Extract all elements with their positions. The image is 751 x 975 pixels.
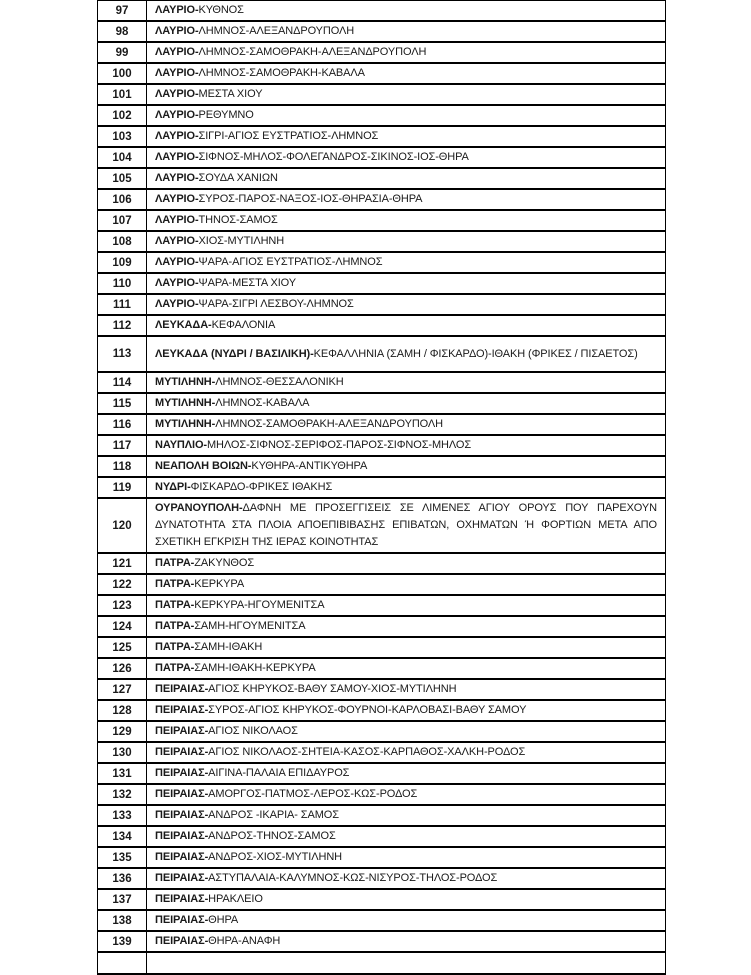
- route-number-cell: 107: [98, 210, 147, 231]
- route-cell: [147, 931, 666, 952]
- route-rest: ΣΟΥΔΑ ΧΑΝΙΩΝ: [198, 172, 278, 184]
- route-rest: ΘΗΡΑ-ΑΝΑΦΗ: [208, 935, 281, 948]
- route-rest: ΤΗΝΟΣ-ΣΑΜΟΣ: [198, 214, 278, 226]
- route-cell: [147, 595, 666, 616]
- table-row: [98, 105, 666, 126]
- route-number-cell: 110: [98, 273, 147, 294]
- route-cell: [147, 393, 666, 414]
- table-row: [98, 700, 666, 721]
- table-row: [98, 889, 666, 910]
- route-cell: [147, 294, 666, 315]
- route-origin: ΝΕΑΠΟΛΗ ΒΟΙΩΝ-: [155, 460, 252, 473]
- table-row: [98, 456, 666, 477]
- route-rest: ΛΗΜΝΟΣ-ΚΑΒΑΛΑ: [215, 397, 310, 410]
- route-rest: ΜΗΛΟΣ-ΣΙΦΝΟΣ-ΣΕΡΙΦΟΣ-ΠΑΡΟΣ-ΣΙΦΝΟΣ-ΜΗΛΟΣ: [206, 439, 472, 452]
- route-number-cell: 133: [98, 805, 147, 826]
- route-cell: [147, 868, 666, 889]
- route-rest: ΜΕΣΤΑ ΧΙΟΥ: [198, 88, 263, 100]
- table-row: [98, 910, 666, 931]
- route-origin: ΛΕΥΚΑΔΑ (ΝΥΔΡΙ / ΒΑΣΙΛΙΚΗ)-: [155, 347, 314, 360]
- route-rest: ΛΗΜΝΟΣ-ΣΑΜΟΘΡΑΚΗ-ΚΑΒΑΛΑ: [198, 67, 365, 79]
- route-cell: [147, 658, 666, 679]
- table-row: [98, 721, 666, 742]
- route-rest: ΨΑΡΑ-ΣΙΓΡΙ ΛΕΣΒΟΥ-ΛΗΜΝΟΣ: [198, 298, 354, 310]
- route-rest: ΨΑΡΑ-ΑΓΙΟΣ ΕΥΣΤΡΑΤΙΟΣ-ΛΗΜΝΟΣ: [198, 256, 383, 268]
- table-row: [98, 63, 666, 84]
- route-origin: ΠΕΙΡΑΙΑΣ-: [155, 683, 209, 696]
- route-origin: ΜΥΤΙΛΗΝΗ-: [155, 397, 216, 410]
- route-number-cell: 100: [98, 63, 147, 84]
- route-origin: ΠΑΤΡΑ-: [155, 557, 195, 570]
- route-rest: ΚΥΘΗΡΑ-ΑΝΤΙΚΥΘΗΡΑ: [251, 460, 368, 473]
- route-number-cell: 122: [98, 574, 147, 595]
- route-cell: [147, 414, 666, 435]
- route-origin: ΛΕΥΚΑΔΑ-: [155, 319, 212, 331]
- route-number-cell: 104: [98, 147, 147, 168]
- table-row: [98, 336, 666, 372]
- route-cell: [147, 315, 666, 336]
- cropped-number-cell: [98, 952, 147, 974]
- route-rest: ΣΑΜΗ-ΙΘΑΚΗ-ΚΕΡΚΥΡΑ: [194, 662, 316, 675]
- table-row: [98, 595, 666, 616]
- route-rest: ΚΥΘΝΟΣ: [198, 4, 244, 16]
- route-rest: ΑΓΙΟΣ ΚΗΡΥΚΟΣ-ΒΑΘΥ ΣΑΜΟΥ-ΧΙΟΣ-ΜΥΤΙΛΗΝΗ: [208, 683, 457, 696]
- route-rest: ΑΓΙΟΣ ΝΙΚΟΛΑΟΣ: [208, 725, 298, 738]
- route-cell: [147, 63, 666, 84]
- table-row: [98, 868, 666, 889]
- route-cell: [147, 679, 666, 700]
- table-row: [98, 826, 666, 847]
- route-origin: ΠΕΙΡΑΙΑΣ-: [155, 872, 209, 885]
- route-origin: ΠΑΤΡΑ-: [155, 599, 195, 612]
- route-number-cell: 117: [98, 435, 147, 456]
- table-row: [98, 315, 666, 336]
- route-cell: [147, 553, 666, 574]
- route-cell: [147, 105, 666, 126]
- partial-row-bottom: [98, 952, 666, 974]
- route-cell: [147, 742, 666, 763]
- route-rest: ΔΑΦΝΗ ΜΕ ΠΡΟΣΕΓΓΙΣΕΙΣ ΣΕ ΛΙΜΕΝΕΣ ΑΓΙΟΥ ΟΡΟΥΣ ΠΟΥ ΠΑΡΕΧΟΥΝ ΔΥΝΑΤΟΤΗΤΑ ΣΤΑ ΠΛΟΙΑ ΑΠΟΕΠΙΒΙΒΑΣΗΣ ΕΠΙΒΑΤΩΝ, ΟΧΗΜΑΤΩΝ Ή ΦΟΡΤΙΩΝ ΜΕΤΑ ΑΠΟ ΣΧΕΤΙΚΗ ΕΓΚΡΙΣΗ ΤΗΣ ΙΕΡΑΣ ΚΟΙΝΟΤΗΤΑΣ: [155, 502, 657, 549]
- route-cell: [147, 252, 666, 273]
- route-number-cell: 112: [98, 315, 147, 336]
- route-rest: ΑΣΤΥΠΑΛΑΙΑ-ΚΑΛΥΜΝΟΣ-ΚΩΣ-ΝΙΣΥΡΟΣ-ΤΗΛΟΣ-ΡΟΔΟΣ: [208, 872, 498, 885]
- route-rest: ΛΗΜΝΟΣ-ΑΛΕΞΑΝΔΡΟΥΠΟΛΗ: [198, 25, 355, 37]
- table-row: [98, 658, 666, 679]
- route-number-cell: 114: [98, 372, 147, 393]
- table-row: [98, 784, 666, 805]
- route-number-cell: 99: [98, 42, 147, 63]
- route-cell: [147, 231, 666, 252]
- route-number-cell: 97: [98, 0, 147, 21]
- route-number-cell: 136: [98, 868, 147, 889]
- route-number-cell: 132: [98, 784, 147, 805]
- route-rest: ΑΜΟΡΓΟΣ-ΠΑΤΜΟΣ-ΛΕΡΟΣ-ΚΩΣ-ΡΟΔΟΣ: [208, 788, 418, 801]
- route-cell: [147, 763, 666, 784]
- route-rest: ΑΝΔΡΟΣ -ΙΚΑΡΙΑ- ΣΑΜΟΣ: [208, 809, 339, 822]
- table-row: [98, 147, 666, 168]
- route-rest: ΣΥΡΟΣ-ΠΑΡΟΣ-ΝΑΞΟΣ-ΙΟΣ-ΘΗΡΑΣΙΑ-ΘΗΡΑ: [198, 193, 423, 205]
- route-origin: ΛΑΥΡΙΟ-: [155, 4, 199, 16]
- route-number-cell: 129: [98, 721, 147, 742]
- route-origin: ΠΕΙΡΑΙΑΣ-: [155, 830, 209, 843]
- route-rest: ΚΕΡΚΥΡΑ: [194, 578, 245, 591]
- route-number-cell: 116: [98, 414, 147, 435]
- table-row: [98, 616, 666, 637]
- route-origin: ΠΕΙΡΑΙΑΣ-: [155, 893, 209, 906]
- route-number-cell: 108: [98, 231, 147, 252]
- route-number-cell: 115: [98, 393, 147, 414]
- route-rest: ΧΙΟΣ-ΜΥΤΙΛΗΝΗ: [198, 235, 285, 247]
- route-origin: ΛΑΥΡΙΟ-: [155, 193, 199, 205]
- route-origin: ΠΕΙΡΑΙΑΣ-: [155, 746, 209, 759]
- table-row: [98, 126, 666, 147]
- route-origin: ΛΑΥΡΙΟ-: [155, 25, 199, 37]
- route-origin: ΛΑΥΡΙΟ-: [155, 172, 199, 184]
- route-rest: ΣΑΜΗ-ΙΘΑΚΗ: [194, 641, 263, 654]
- route-number-cell: 102: [98, 105, 147, 126]
- route-rest: ΨΑΡΑ-ΜΕΣΤΑ ΧΙΟΥ: [198, 277, 296, 289]
- route-number-cell: 134: [98, 826, 147, 847]
- route-origin: ΛΑΥΡΙΟ-: [155, 298, 199, 310]
- route-cell: [147, 435, 666, 456]
- table-row: [98, 210, 666, 231]
- table-row: [98, 0, 666, 21]
- route-number-cell: 139: [98, 931, 147, 952]
- route-rest: ΚΕΡΚΥΡΑ-ΗΓΟΥΜΕΝΙΤΣΑ: [194, 599, 325, 612]
- route-origin: ΛΑΥΡΙΟ-: [155, 256, 199, 268]
- route-origin: ΜΥΤΙΛΗΝΗ-: [155, 376, 216, 389]
- route-cell: [147, 700, 666, 721]
- route-rest: ΘΗΡΑ: [208, 914, 239, 927]
- route-cell: [147, 826, 666, 847]
- route-number-cell: 126: [98, 658, 147, 679]
- route-cell: [147, 574, 666, 595]
- routes-table-body: [98, 0, 666, 952]
- table-row: [98, 372, 666, 393]
- table-row: [98, 435, 666, 456]
- cropped-route-cell: [147, 952, 666, 974]
- route-rest: ΣΙΓΡΙ-ΑΓΙΟΣ ΕΥΣΤΡΑΤΙΟΣ-ΛΗΜΝΟΣ: [198, 130, 379, 142]
- route-rest: ΑΝΔΡΟΣ-ΧΙΟΣ-ΜΥΤΙΛΗΝΗ: [208, 851, 343, 864]
- table-row: [98, 84, 666, 105]
- route-number-cell: 111: [98, 294, 147, 315]
- route-origin: ΠΑΤΡΑ-: [155, 662, 195, 675]
- route-rest: ΛΗΜΝΟΣ-ΣΑΜΟΘΡΑΚΗ-ΑΛΕΞΑΝΔΡΟΥΠΟΛΗ: [198, 46, 427, 58]
- route-origin: ΛΑΥΡΙΟ-: [155, 151, 199, 163]
- route-origin: ΛΑΥΡΙΟ-: [155, 235, 199, 247]
- route-rest: ΗΡΑΚΛΕΙΟ: [208, 893, 263, 906]
- route-number-cell: 113: [98, 336, 147, 372]
- table-row: [98, 393, 666, 414]
- table-row: [98, 477, 666, 498]
- route-cell: [147, 784, 666, 805]
- route-origin: ΝΥΔΡΙ-: [155, 481, 191, 494]
- route-cell: [147, 336, 666, 372]
- route-cell: [147, 372, 666, 393]
- route-rest: ΣΙΦΝΟΣ-ΜΗΛΟΣ-ΦΟΛΕΓΑΝΔΡΟΣ-ΣΙΚΙΝΟΣ-ΙΟΣ-ΘΗΡΑ: [198, 151, 469, 163]
- table-row: [98, 805, 666, 826]
- route-number-cell: 124: [98, 616, 147, 637]
- route-cell: [147, 21, 666, 42]
- route-number-cell: 98: [98, 21, 147, 42]
- route-origin: ΠΑΤΡΑ-: [155, 641, 195, 654]
- route-number-cell: 101: [98, 84, 147, 105]
- route-number-cell: 120: [98, 498, 147, 553]
- table-row: [98, 252, 666, 273]
- route-rest: ΦΙΣΚΑΡΔΟ-ΦΡΙΚΕΣ ΙΘΑΚΗΣ: [190, 481, 333, 494]
- route-origin: ΠΕΙΡΑΙΑΣ-: [155, 725, 209, 738]
- route-origin: ΠΕΙΡΑΙΑΣ-: [155, 809, 209, 822]
- route-origin: ΛΑΥΡΙΟ-: [155, 46, 199, 58]
- route-number-cell: 137: [98, 889, 147, 910]
- cropped-row: [98, 952, 666, 974]
- route-number-cell: 130: [98, 742, 147, 763]
- table-row: [98, 553, 666, 574]
- route-cell: [147, 456, 666, 477]
- route-cell: [147, 847, 666, 868]
- table-row: [98, 189, 666, 210]
- route-cell: [147, 273, 666, 294]
- route-number-cell: 119: [98, 477, 147, 498]
- route-origin: ΠΑΤΡΑ-: [155, 578, 195, 591]
- route-number-cell: 127: [98, 679, 147, 700]
- table-row: [98, 21, 666, 42]
- route-rest: ΑΓΙΟΣ ΝΙΚΟΛΑΟΣ-ΣΗΤΕΙΑ-ΚΑΣΟΣ-ΚΑΡΠΑΘΟΣ-ΧΑΛΚΗ-ΡΟΔΟΣ: [208, 746, 526, 759]
- route-cell: [147, 805, 666, 826]
- route-cell: [147, 637, 666, 658]
- route-origin: ΠΕΙΡΑΙΑΣ-: [155, 914, 209, 927]
- route-rest: ΣΑΜΗ-ΗΓΟΥΜΕΝΙΤΣΑ: [194, 620, 306, 633]
- route-origin: ΠΕΙΡΑΙΑΣ-: [155, 767, 209, 780]
- table-row: [98, 931, 666, 952]
- table-row: [98, 637, 666, 658]
- route-rest: ΣΥΡΟΣ-ΑΓΙΟΣ ΚΗΡΥΚΟΣ-ΦΟΥΡΝΟΙ-ΚΑΡΛΟΒΑΣΙ-ΒΑΘΥ ΣΑΜΟΥ: [208, 704, 527, 717]
- route-origin: ΠΕΙΡΑΙΑΣ-: [155, 851, 209, 864]
- route-rest: ΖΑΚΥΝΘΟΣ: [194, 557, 255, 570]
- route-origin: ΛΑΥΡΙΟ-: [155, 214, 199, 226]
- route-cell: [147, 189, 666, 210]
- route-number-cell: 118: [98, 456, 147, 477]
- route-origin: ΠΕΙΡΑΙΑΣ-: [155, 788, 209, 801]
- route-origin: ΠΑΤΡΑ-: [155, 620, 195, 633]
- route-rest: ΛΗΜΝΟΣ-ΣΑΜΟΘΡΑΚΗ-ΑΛΕΞΑΝΔΡΟΥΠΟΛΗ: [215, 418, 444, 431]
- table-row: [98, 42, 666, 63]
- route-rest: ΚΕΦΑΛΛΗΝΙΑ (ΣΑΜΗ / ΦΙΣΚΑΡΔΟ)-ΙΘΑΚΗ (ΦΡΙΚΕΣ / ΠΙΣΑΕΤΟΣ): [313, 347, 638, 360]
- route-number-cell: 128: [98, 700, 147, 721]
- table-row: [98, 847, 666, 868]
- route-rest: ΛΗΜΝΟΣ-ΘΕΣΣΑΛΟΝΙΚΗ: [215, 376, 344, 389]
- route-rest: ΑΙΓΙΝΑ-ΠΑΛΑΙΑ ΕΠΙΔΑΥΡΟΣ: [208, 767, 350, 780]
- route-cell: [147, 210, 666, 231]
- route-cell: [147, 498, 666, 553]
- route-number-cell: 106: [98, 189, 147, 210]
- table-row: [98, 679, 666, 700]
- table-row: [98, 498, 666, 553]
- route-origin: ΛΑΥΡΙΟ-: [155, 88, 199, 100]
- table-row: [98, 231, 666, 252]
- route-origin: ΝΑΥΠΛΙΟ-: [155, 439, 207, 452]
- table-row: [98, 414, 666, 435]
- route-origin: ΛΑΥΡΙΟ-: [155, 67, 199, 79]
- route-cell: [147, 42, 666, 63]
- route-origin: ΟΥΡΑΝΟΥΠΟΛΗ-: [155, 502, 243, 515]
- route-number-cell: 138: [98, 910, 147, 931]
- route-rest: ΡΕΘΥΜΝΟ: [198, 109, 254, 121]
- table-row: [98, 763, 666, 784]
- route-number-cell: 121: [98, 553, 147, 574]
- route-rest: ΚΕΦΑΛΟΝΙΑ: [211, 319, 276, 331]
- ferry-routes-table: [97, 0, 666, 975]
- table-row: [98, 168, 666, 189]
- table-row: [98, 273, 666, 294]
- route-number-cell: 125: [98, 637, 147, 658]
- route-cell: [147, 616, 666, 637]
- table-row: [98, 294, 666, 315]
- route-number-cell: 105: [98, 168, 147, 189]
- route-origin: ΜΥΤΙΛΗΝΗ-: [155, 418, 216, 431]
- route-cell: [147, 84, 666, 105]
- route-origin: ΛΑΥΡΙΟ-: [155, 109, 199, 121]
- route-rest: ΑΝΔΡΟΣ-ΤΗΝΟΣ-ΣΑΜΟΣ: [208, 830, 336, 843]
- document-sheet: [97, 0, 666, 975]
- route-number-cell: 123: [98, 595, 147, 616]
- route-number-cell: 103: [98, 126, 147, 147]
- route-origin: ΛΑΥΡΙΟ-: [155, 277, 199, 289]
- route-origin: ΠΕΙΡΑΙΑΣ-: [155, 704, 209, 717]
- route-number-cell: 109: [98, 252, 147, 273]
- route-origin: ΠΕΙΡΑΙΑΣ-: [155, 935, 209, 948]
- route-cell: [147, 910, 666, 931]
- route-cell: [147, 0, 666, 21]
- table-row: [98, 574, 666, 595]
- route-cell: [147, 168, 666, 189]
- route-number-cell: 135: [98, 847, 147, 868]
- route-cell: [147, 721, 666, 742]
- route-number-cell: 131: [98, 763, 147, 784]
- route-cell: [147, 889, 666, 910]
- route-cell: [147, 477, 666, 498]
- table-row: [98, 742, 666, 763]
- route-origin: ΛΑΥΡΙΟ-: [155, 130, 199, 142]
- route-cell: [147, 147, 666, 168]
- route-cell: [147, 126, 666, 147]
